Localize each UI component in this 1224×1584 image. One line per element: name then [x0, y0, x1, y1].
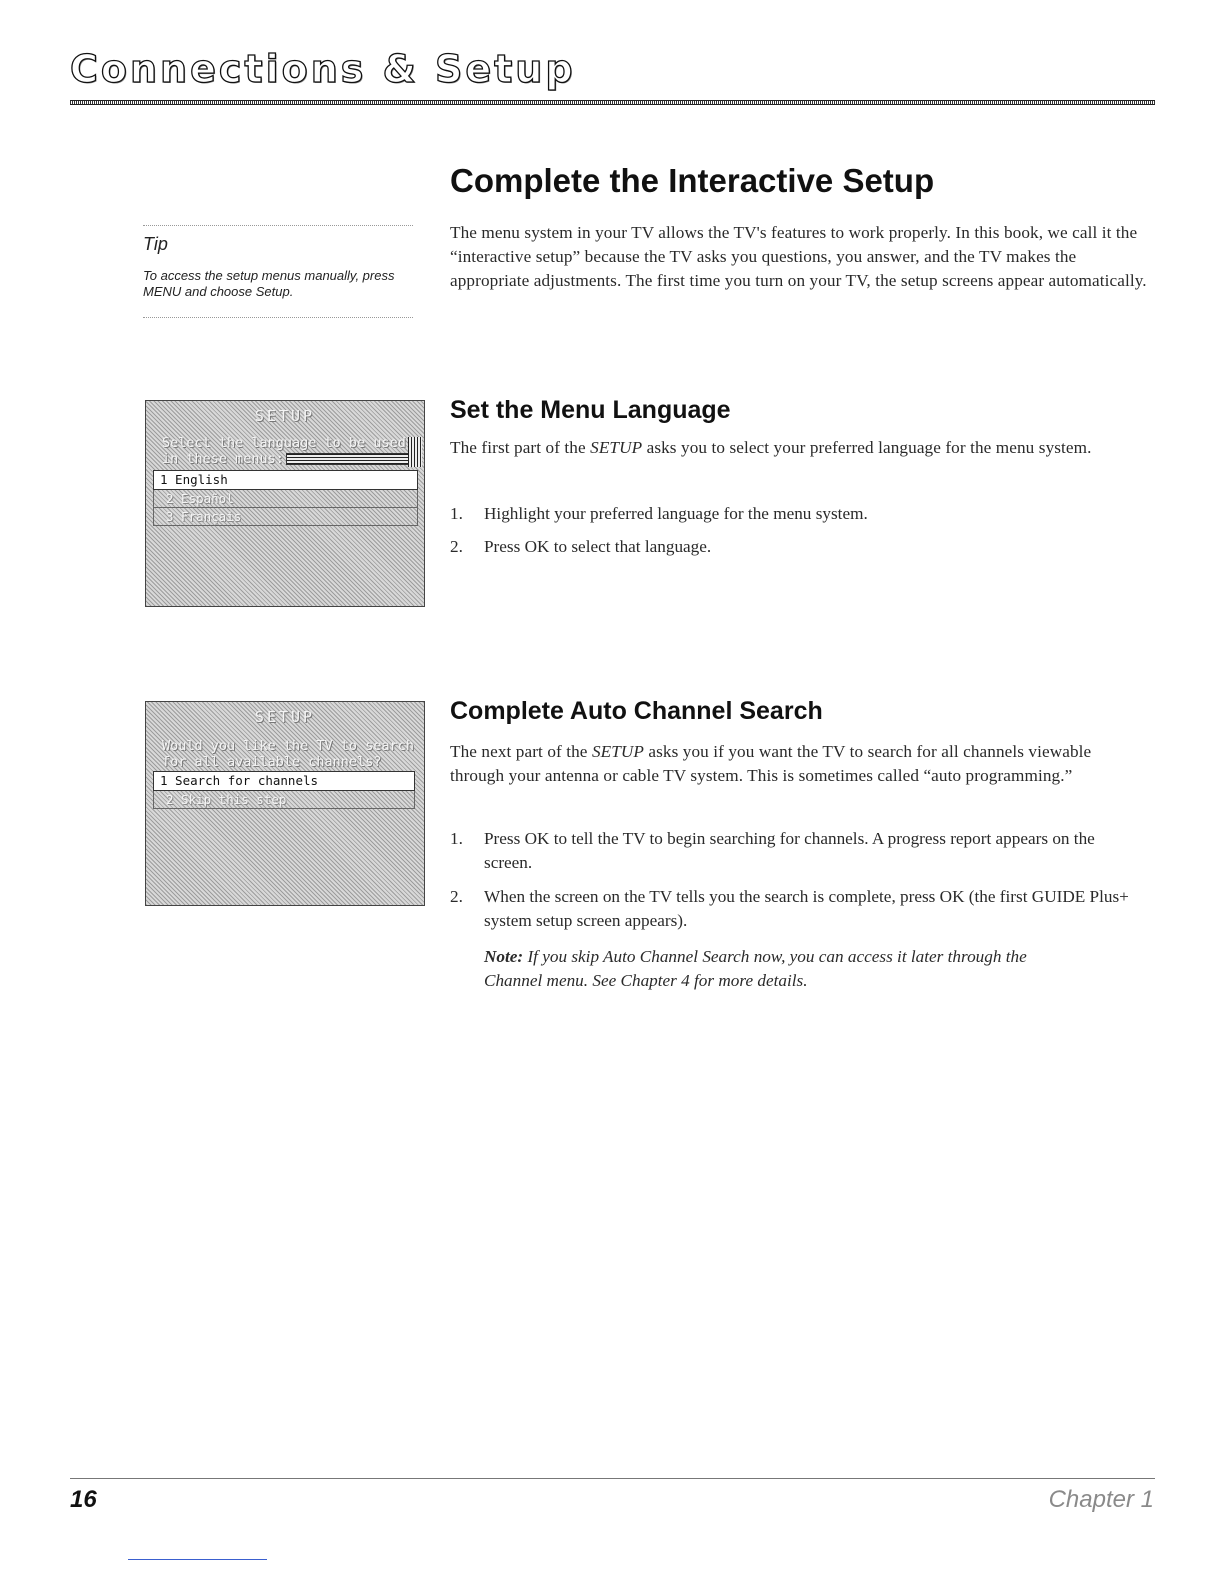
language-step-1 — [450, 502, 1130, 526]
step-number: 1. — [450, 504, 463, 523]
tv-screen-language — [145, 400, 425, 607]
section-header-title: Connections & Setup — [70, 47, 576, 91]
language-option-english[interactable]: 1 English — [153, 470, 418, 490]
heading-menu-language: Set the Menu Language — [450, 396, 731, 424]
language-paragraph: The first part of the SETUP asks you to select your preferred language for the menu system. — [450, 438, 1092, 457]
screen-decor-ticks — [408, 437, 422, 467]
language-step-2 — [450, 535, 1130, 559]
footer-link-underline — [128, 1559, 267, 1560]
search-option-skip[interactable]: 2 Skip this step — [153, 791, 415, 809]
chapter-label: Chapter 1 — [1048, 1486, 1154, 1513]
language-option-francais[interactable]: 3 Français — [153, 508, 418, 526]
step-text: Highlight your preferred language for the menu system. — [484, 504, 868, 523]
screen-prompt-line2: for all available channels? — [162, 754, 382, 770]
channel-paragraph: The next part of the SETUP asks you if you want the TV to search for all channels viewable through your antenna or cable TV system. This is sometimes called “auto programming.” — [450, 742, 1092, 785]
search-option-search[interactable]: 1 Search for channels — [153, 771, 415, 791]
header-rule — [70, 100, 1155, 105]
page-title: Complete the Interactive Setup — [450, 162, 935, 199]
note-paragraph — [484, 945, 1084, 993]
step-text: Press OK to select that language. — [484, 537, 712, 556]
step-number: 2. — [450, 887, 463, 906]
step-text: When the screen on the TV tells you the search is complete, press OK (the first GUIDE Plus+ system setup screen appears). — [484, 887, 1129, 930]
screen-decor-bars — [286, 453, 418, 465]
screen-prompt-line1: Select the language to be used — [162, 435, 406, 451]
step-number: 2. — [450, 537, 463, 556]
heading-auto-channel-search: Complete Auto Channel Search — [450, 697, 823, 725]
screen-title: SETUP — [254, 407, 316, 425]
tv-screen-channel-search — [145, 701, 425, 906]
screen-prompt-line2: in these menus: — [162, 451, 284, 467]
footer-rule — [70, 1478, 1155, 1479]
tip-label: Tip — [143, 234, 168, 254]
screen-title: SETUP — [254, 708, 316, 726]
note-label: Note: — [484, 947, 524, 966]
tip-text: To access the setup menus manually, press MENU and choose Setup. — [143, 268, 395, 299]
language-option-espanol[interactable]: 2 Español — [153, 490, 418, 508]
channel-step-2 — [450, 885, 1140, 933]
note-text: If you skip Auto Channel Search now, you can access it later through the Channel menu. See Chapter 4 for more details. — [484, 947, 1027, 990]
step-text: Press OK to tell the TV to begin searching for channels. A progress report appears on the screen. — [484, 829, 1095, 872]
screen-prompt-line1: Would you like the TV to search — [162, 738, 414, 754]
tip-box — [143, 225, 413, 318]
intro-paragraph: The menu system in your TV allows the TV's features to work properly. In this book, we call it the “interactive setup” because the TV asks you questions, you answer, and the TV makes the appropriate adjustments. The first time you turn on your TV, the setup screens appear automatically. — [450, 223, 1147, 290]
step-number: 1. — [450, 829, 463, 848]
page-number: 16 — [70, 1486, 97, 1513]
channel-step-1 — [450, 827, 1140, 875]
